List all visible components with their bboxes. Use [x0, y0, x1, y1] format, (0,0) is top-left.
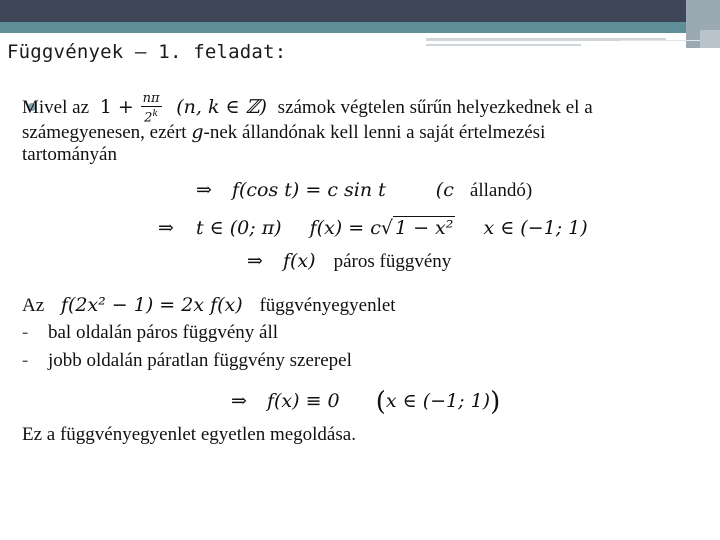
imp2-domain: t ∈ (0; π): [195, 217, 282, 239]
arrow-icon: ⇒: [196, 179, 212, 201]
para1-one-plus: 1 +: [99, 96, 134, 119]
imp3-word: páros függvény: [333, 251, 452, 272]
header-rule-4: [700, 30, 720, 48]
para2-az: Az: [22, 295, 45, 316]
sqrt-expression: √ 1 − x²: [380, 217, 454, 239]
fraction-numerator: nπ: [142, 91, 160, 106]
para2-word: függvényegyenlet: [259, 295, 396, 316]
imp1-expression: f(cos t) = c sin t: [231, 179, 386, 201]
para1-line2-b: -nek állandónak kell lenni a saját értelmezési: [203, 122, 546, 143]
arrow-icon: ⇒: [247, 250, 263, 272]
imp4-expression: f(x) ≡ 0: [266, 390, 340, 412]
imp3-expression: f(x): [282, 250, 316, 272]
arrow-icon: ⇒: [158, 217, 174, 239]
sqrt-radicand: 1 − x²: [394, 217, 454, 239]
para1-line2-g: g: [191, 121, 204, 143]
implication-3: [247, 250, 451, 273]
conclusion-text: Ez a függvényegyenlet egyetlen megoldása.: [22, 424, 356, 445]
para2-line1: [22, 294, 396, 317]
para1-line2-a: számegyenesen, ezért: [22, 122, 187, 143]
imp1-note-word: állandó): [469, 180, 533, 201]
list-dash-2: -: [22, 350, 29, 371]
fraction-denominator: 2: [144, 110, 153, 126]
imp4-paren-open: (: [375, 387, 386, 417]
list-item-1: bal oldalán páros függvény áll: [48, 322, 279, 343]
slide-title: Függvények – 1. feladat:: [7, 41, 287, 63]
arrow-icon: ⇒: [231, 390, 247, 412]
implication-4: [231, 387, 501, 417]
header-bar-teal: [0, 22, 700, 33]
para1-line3: tartományán: [22, 144, 117, 165]
list-item-2: jobb oldalán páratlan függvény szerepel: [48, 350, 352, 371]
fraction-exponent: k: [152, 109, 158, 119]
para2-equation: f(2x² − 1) = 2x f(x): [60, 294, 243, 316]
list-dash-1: -: [22, 322, 29, 343]
imp4-paren-close: ): [490, 387, 501, 417]
header-rule-3: [620, 40, 700, 41]
para1-line2: [22, 121, 545, 144]
imp4-x-interval: x ∈ (−1; 1): [385, 390, 491, 412]
imp1-note-c: (c: [435, 179, 454, 201]
header-bar-dark: [0, 0, 700, 22]
imp2-x-interval: x ∈ (−1; 1): [483, 217, 588, 239]
implication-2: [158, 216, 588, 239]
implication-1: [196, 179, 532, 202]
imp2-lhs: f(x) = c: [309, 217, 381, 239]
header-rule-2: [426, 44, 581, 46]
para1-mivel: Mivel az: [22, 97, 90, 119]
para1-rest: számok végtelen sűrűn helyezkednek el a: [277, 97, 593, 119]
para1-condition: (n, k ∈ ℤ): [176, 96, 267, 119]
